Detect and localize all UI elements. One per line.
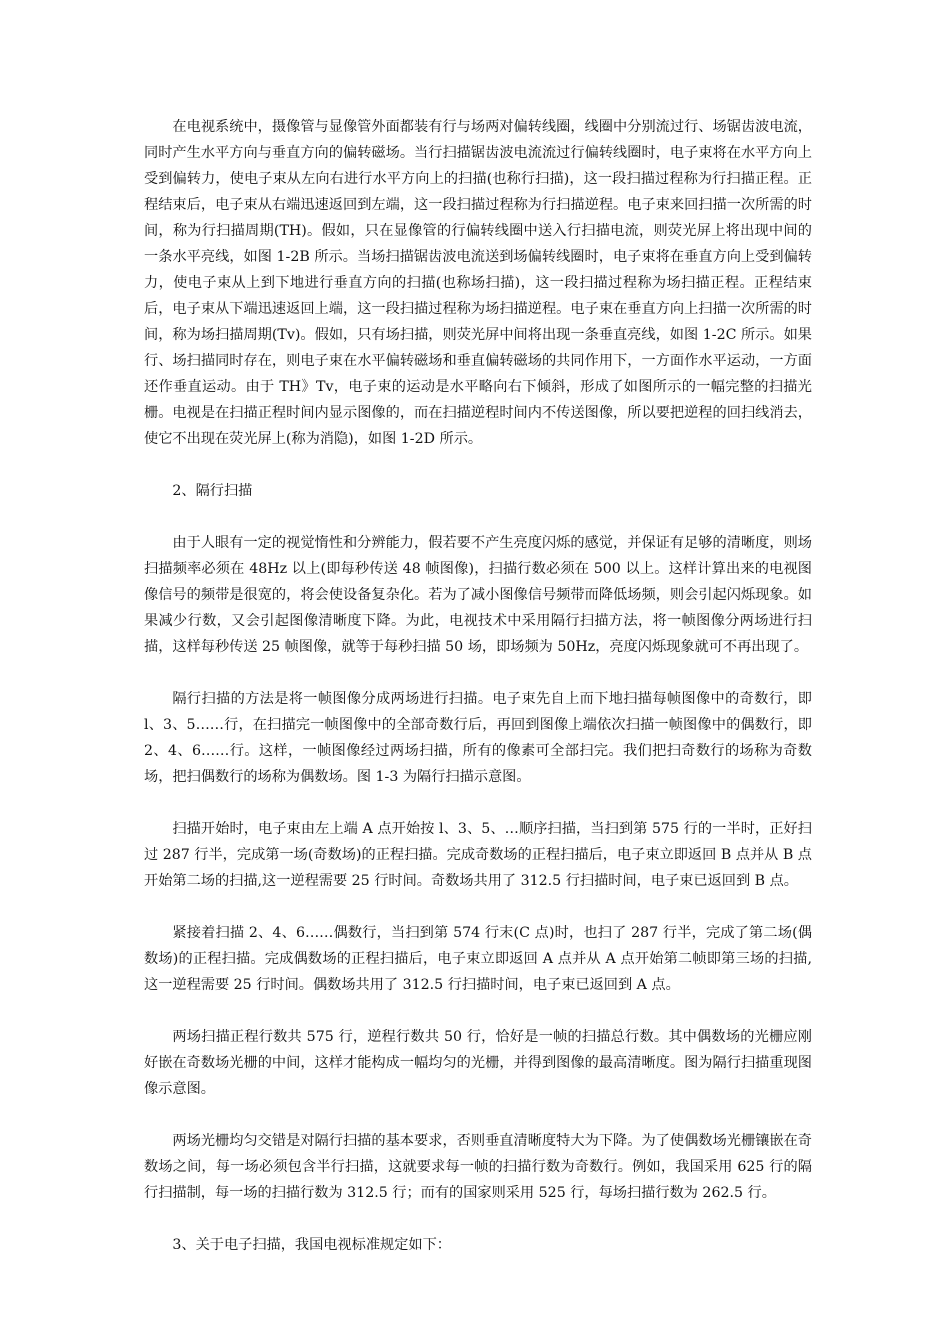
- paragraph-spacer: [144, 1102, 812, 1128]
- section-heading-interlaced-scanning: 2、隔行扫描: [172, 483, 253, 499]
- paragraph-deflection-scanning: 在电视系统中，摄像管与显像管外面都装有行与场两对偏转线圈，线圈中分别流过行、场锯齿波电流，同时产生水平方向与垂直方向的偏转磁场。当行扫描锯齿波电流流过行偏转线圈时，电子束将在水平方向上受到偏转力，使电子束从左向右进行水平方向上的扫描(也称行扫描)，这一段扫描过程称为行扫描正程。正程结束后，电子束从右端迅速返回到左端，这一段扫描过程称为行扫描逆程。电子束来回扫描一次所需的时间，称为行扫描周期(TH)。假如，只在显像管的行偏转线圈中送入行扫描电流，则荧光屏上将出现中间的一条水平亮线，如图 1-2B 所示。当场扫描锯齿波电流送到场偏转线圈时，电子束将在垂直方向上受到偏转力，使电子束从上到下地进行垂直方向的扫描(也称场扫描)，这一段扫描过程称为场扫描正程。正程结束后，电子束从下端迅速返回上端，这一段扫描过程称为场扫描逆程。电子束在垂直方向上扫描一次所需的时间，称为场扫描周期(Tv)。假如，只有场扫描，则荧光屏中间将出现一条垂直亮线，如图 1-2C 所示。如果行、场扫描同时存在，则电子束在水平偏转磁场和垂直偏转磁场的共同作用下，一方面作水平运动，一方面还作垂直运动。由于 TH》Tv，电子束的运动是水平略向右下倾斜，形成了如图所示的一幅完整的扫描光栅。电视是在扫描正程时间内显示图像的，而在扫描逆程时间内不传送图像，所以要把逆程的回扫线消去，使它不出现在荧光屏上(称为消隐)，如图 1-2D 所示。: [144, 119, 812, 447]
- paragraph-even-field-scan: 紧接着扫描 2、4、6……偶数行，当扫到第 574 行末(C 点)时，也扫了 287 行半，完成了第二场(偶数场)的正程扫描。完成偶数场的正程扫描后，电子束立即返回 A 点并从 A 点开始第二帧即第三场的扫描,这一逆程需要 25 行时间。偶数场共用了 312.5 行扫描时间，电子束已返回到 A 点。: [144, 925, 812, 993]
- paragraph-spacer: [144, 790, 812, 816]
- paragraph-spacer: [144, 1206, 812, 1232]
- paragraph-spacer: [144, 894, 812, 920]
- paragraph-odd-field-scan: 扫描开始时，电子束由左上端 A 点开始按 l、3、5、…顺序扫描，当扫到第 575 行的一半时，正好扫过 287 行半，完成第一场(奇数场)的正程扫描。完成奇数场的正程扫描后，电子束立即返回 B 点并从 B 点开始第二场的扫描,这一逆程需要 25 行时间。奇数场共用了 312.5 行扫描时间，电子束已返回到 B 点。: [144, 821, 812, 889]
- paragraph-spacer: [144, 660, 812, 686]
- paragraph-flicker-and-bandwidth: 由于人眼有一定的视觉惰性和分辨能力，假若要不产生亮度闪烁的感觉，并保证有足够的清晰度，则场扫描频率必须在 48Hz 以上(即每秒传送 48 帧图像)，扫描行数必须在 500 以上。这样计算出来的电视图像信号的频带是很宽的，将会使设备复杂化。若为了减小图像信号频带而降低场频，则会引起闪烁现象。如果减少行数，又会引起图像清晰度下降。为此，电视技术中采用隔行扫描方法，将一帧图像分两场进行扫描，这样每秒传送 25 帧图像，就等于每秒扫描 50 场，即场频为 50Hz，亮度闪烁现象就可不再出现了。: [144, 535, 812, 655]
- paragraph-spacer: [144, 998, 812, 1024]
- paragraph-spacer: [144, 452, 812, 478]
- section-heading-china-standard: 3、关于电子扫描，我国电视标准规定如下：: [172, 1237, 451, 1253]
- paragraph-interlace-requirement: 两场光栅均匀交错是对隔行扫描的基本要求，否则垂直清晰度特大为下降。为了使偶数场光栅镶嵌在奇数场之间，每一场必须包含半行扫描，这就要求每一帧的扫描行数为奇数行。例如，我国采用 625 行的隔行扫描制，每一场的扫描行数为 312.5 行；而有的国家则采用 525 行，每场扫描行数为 262.5 行。: [144, 1133, 812, 1201]
- paragraph-interlace-method: 隔行扫描的方法是将一帧图像分成两场进行扫描。电子束先自上而下地扫描每帧图像中的奇数行，即 l、3、5……行，在扫描完一帧图像中的全部奇数行后，再回到图像上端依次扫描一帧图像中的偶数行，即 2、4、6……行。这样，一帧图像经过两场扫描，所有的像素可全部扫完。我们把扫奇数行的场称为奇数场，把扫偶数行的场称为偶数场。图 1-3 为隔行扫描示意图。: [144, 691, 812, 785]
- paragraph-total-lines: 两场扫描正程行数共 575 行，逆程行数共 50 行，恰好是一帧的扫描总行数。其中偶数场的光栅应刚好嵌在奇数场光栅的中间，这样才能构成一幅均匀的光栅，并得到图像的最高清晰度。图为隔行扫描重现图像示意图。: [144, 1029, 812, 1097]
- paragraph-spacer: [144, 504, 812, 530]
- document-body: [144, 114, 812, 1258]
